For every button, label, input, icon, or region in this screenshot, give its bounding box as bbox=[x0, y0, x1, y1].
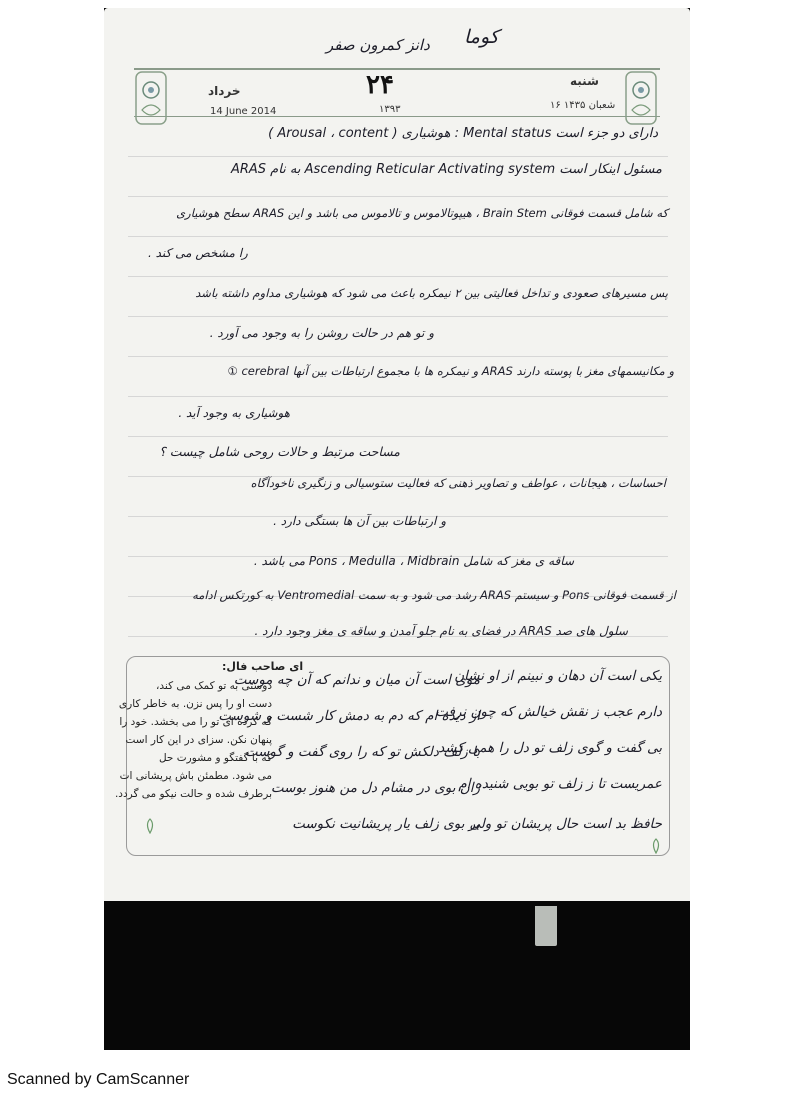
flower-right-icon bbox=[650, 838, 662, 854]
poem-verse: دارم عجب ز نقش خیالش که چون نرفت bbox=[435, 704, 662, 720]
flower-left-icon bbox=[144, 818, 156, 834]
note-line: ARAS به نام Ascending Reticular Activating system مسئول اینکار است bbox=[230, 162, 662, 177]
note-line: ( Arousal ، content ) هوشیاری : Mental status دارای دو جزء است bbox=[268, 126, 658, 141]
scan-caption: Scanned by CamScanner bbox=[7, 1071, 190, 1088]
day-number: ۲۴ bbox=[366, 70, 394, 100]
gregorian-date: 14 June 2014 bbox=[210, 106, 277, 117]
fal-line: دوستی به تو کمک می کند، bbox=[156, 680, 272, 692]
note-line: که شامل قسمت فوقانی Brain Stem ، هیپوتالاموس و تالاموس می باشد و این ARAS سطح هوشیاری bbox=[176, 206, 668, 220]
fal-line: که کرده ای تو را می بخشد. خود را bbox=[119, 716, 272, 728]
note-line: احساسات ، هیجانات ، عواطف و تصاویر ذهنی که فعالیت ستوسیالی و زنگیری ناخودآگاه bbox=[250, 476, 666, 490]
fal-line: می شود. مطمئن باش پریشانی ات bbox=[119, 770, 272, 782]
poem-verse: موی است آن میان و ندانم که آن چه موست bbox=[233, 672, 480, 688]
poem-verse: زان بوی در مشام دل من هنوز بوست bbox=[270, 780, 480, 796]
fal-line: پنهان نکن. سزای در این کار است bbox=[125, 734, 272, 746]
fal-line: که با گفتگو و مشورت حل bbox=[158, 752, 272, 764]
dark-background bbox=[104, 901, 690, 1050]
hijri-date: ۱۶ شعبان ۱۴۳۵ bbox=[550, 100, 616, 111]
fal-line: دست او را پس نزن. به خاطر کاری bbox=[118, 698, 272, 710]
note-line: پس مسیرهای صعودی و تداخل فعالیتی بین ۲ نیمکره باعث می شود که هوشیاری مداوم داشته باشد bbox=[195, 286, 668, 300]
note-line: را مشخص می کند . bbox=[148, 246, 248, 260]
note-line: هوشیاری به وجود آید . bbox=[178, 406, 290, 420]
note-line: از قسمت فوقانی Pons و سیستم ARAS رشد می شود و به سمت Ventromedial به کورتکس ادامه bbox=[192, 588, 676, 602]
note-line: ساقه ی مغز که شامل Pons ، Medulla ، Midbrain می باشد . bbox=[253, 554, 574, 568]
poem-verse: عمریست تا ز زلف تو بویی شنیده ام bbox=[458, 776, 662, 792]
poem-verse: با زلف دلکش تو که را روی گفت و گوست bbox=[244, 744, 480, 760]
poem-verse: بی گفت و گوی زلف تو دل را همی کشد bbox=[438, 740, 662, 756]
ornament-left-icon bbox=[134, 70, 168, 126]
bookmark-ribbon bbox=[535, 906, 557, 946]
top-note-left: دانز کمرون صفر bbox=[326, 36, 430, 54]
note-line: مساحت مرتبط و حالات روحی شامل چیست ؟ bbox=[159, 444, 400, 459]
note-line: ① cerebral و نیمکره ها با مجموع ارتباطات بین آنها ARAS و مکانیسمهای مغز با پوسته دارند bbox=[227, 364, 674, 378]
year: ۱۳۹۳ bbox=[379, 104, 401, 115]
poem-verse: حافظ بد است حال پریشان تو ولی bbox=[469, 816, 662, 832]
fal-line: برطرف شده و حالت نیکو می گردد. bbox=[114, 788, 272, 800]
note-line: و ارتباطات بین آن ها بستگی دارد . bbox=[273, 514, 446, 528]
notebook-page bbox=[104, 8, 690, 901]
month: خرداد bbox=[208, 84, 241, 98]
note-line: سلول های صد ARAS در فضای به نام جلو آمدن و ساقه ی مغز وجود دارد . bbox=[254, 624, 628, 638]
fal-title: ای صاحب فال: bbox=[222, 660, 304, 673]
ornament-right-icon bbox=[624, 70, 658, 126]
scanned-photo bbox=[104, 8, 690, 1050]
weekday: شنبه bbox=[570, 74, 599, 88]
poem-verse: بر بوی زلف یار پریشانیت نکوست bbox=[292, 816, 480, 832]
poem-verse: از دیده ام که دم به دمش کار شست و شوست bbox=[218, 708, 480, 724]
top-note-right: کوما bbox=[464, 26, 499, 48]
note-line: و تو هم در حالت روشن را به وجود می آورد . bbox=[209, 326, 434, 340]
poem-verse: یکی است آن دهان و نبینم از او نشان bbox=[454, 668, 662, 684]
